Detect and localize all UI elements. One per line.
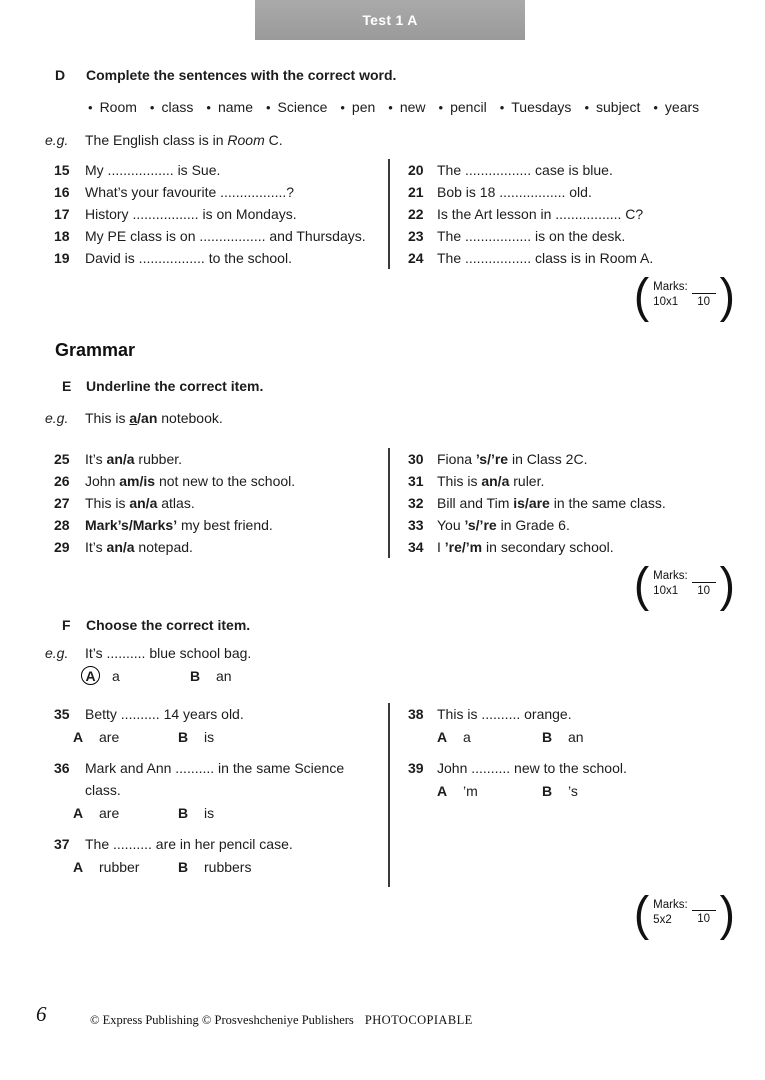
item-text (437, 225, 737, 247)
item-number: 23 (408, 228, 424, 244)
item-text (437, 703, 737, 725)
exercise-item (42, 514, 382, 536)
example-e-text (85, 410, 223, 426)
item-text (85, 247, 382, 269)
photocopiable-label: PHOTOCOPIABLE (364, 1013, 473, 1027)
example-e (45, 410, 765, 426)
example-f-label: e.g. (45, 644, 69, 661)
word-bank-item (266, 99, 327, 115)
example-d-label: e.g. (45, 132, 69, 148)
item-text (85, 536, 382, 558)
text-segment: notebook. (157, 409, 223, 426)
paren-right-icon: ) (719, 885, 735, 940)
exercise-item (42, 159, 382, 181)
item-text (437, 159, 737, 181)
marks-label: Marks: (653, 898, 688, 911)
text-segment: Is the Art lesson in ................. C? (437, 206, 644, 222)
item-text (85, 703, 382, 725)
text-segment: John (85, 472, 120, 489)
marks-total: 10 (697, 584, 711, 597)
item-number: 24 (408, 250, 424, 266)
options-row (73, 802, 382, 824)
example-d-text (85, 132, 283, 148)
text-segment: The English class is in (85, 132, 228, 148)
item-number: 31 (408, 472, 424, 489)
text-segment: ruler. (509, 472, 545, 489)
section-e-heading (62, 378, 765, 394)
example-f-options (85, 665, 765, 687)
text-segment: Bill and Tim (437, 494, 514, 511)
text-segment: What’s your favourite .................? (85, 184, 295, 200)
text-segment: Room (227, 132, 265, 148)
section-f-instruction: Choose the correct item. (86, 616, 251, 633)
copyright-text (90, 1013, 473, 1028)
exercise-item (408, 159, 737, 181)
text-segment: is/are (513, 494, 550, 511)
word-bank-item (500, 99, 572, 115)
answer-option (542, 780, 578, 802)
item-text (85, 159, 382, 181)
item-number: 33 (408, 516, 424, 533)
grammar-heading: Grammar (55, 339, 136, 360)
option-letter: B (190, 667, 201, 684)
answer-option (73, 856, 178, 878)
choice-exercise-item (42, 703, 382, 748)
option-text: is (204, 804, 215, 821)
paren-right-icon: ) (719, 556, 735, 612)
text-segment: an/a (129, 494, 158, 511)
marks-blank-line (692, 570, 716, 583)
option-text: rubber (99, 858, 140, 875)
answer-option (437, 780, 542, 802)
paren-left-icon: ( (633, 556, 650, 612)
text-segment: Mark’s/Marks’ (85, 516, 178, 533)
text-segment: in secondary school. (482, 538, 614, 555)
option-letter: B (178, 728, 189, 745)
bullet-icon: • (388, 100, 393, 115)
text-segment: in the same class. (549, 494, 666, 511)
section-d-items (42, 159, 737, 269)
item-text (437, 492, 737, 514)
bullet-icon: • (653, 100, 658, 115)
text-segment: a (129, 409, 138, 426)
item-number: 20 (408, 162, 424, 178)
item-text (437, 181, 737, 203)
example-f (45, 645, 765, 661)
marks-box-e (632, 556, 737, 612)
text-segment: atlas. (157, 494, 195, 511)
text-segment: David is ................. to the school. (85, 250, 292, 266)
word-bank-word: years (664, 99, 700, 115)
option-letter: B (542, 728, 553, 745)
text-segment: I (437, 538, 445, 555)
word-bank-word: new (399, 99, 426, 115)
options-row (73, 856, 382, 878)
example-e-label: e.g. (45, 409, 69, 426)
word-bank-word: Science (277, 99, 328, 115)
option-letter: A (73, 804, 84, 821)
bullet-icon: • (584, 100, 589, 115)
item-text (437, 514, 737, 536)
options-row (73, 726, 382, 748)
word-bank-word: Room (99, 99, 137, 115)
text-segment: This is (85, 409, 130, 426)
text-segment: rubber. (134, 450, 183, 467)
item-number: 37 (54, 835, 70, 852)
answer-option (178, 802, 214, 824)
text-segment: The ................. is on the desk. (437, 228, 626, 244)
word-bank-item (340, 99, 375, 115)
answer-option (190, 665, 232, 687)
option-text: are (99, 804, 120, 821)
exercise-item (408, 225, 737, 247)
bullet-icon: • (340, 100, 345, 115)
text-segment: C. (264, 132, 283, 148)
choice-exercise-item (42, 833, 382, 878)
section-f-heading (62, 617, 765, 633)
example-f-text (85, 645, 251, 661)
bullet-icon: • (88, 100, 93, 115)
item-number: 36 (54, 759, 70, 776)
choice-exercise-item (408, 757, 737, 802)
text-segment: History ................. is on Mondays. (85, 206, 297, 222)
choice-exercise-item (42, 757, 382, 824)
item-text (85, 225, 382, 247)
text-segment: This is (85, 494, 130, 511)
answer-option (85, 665, 190, 687)
exercise-item (408, 203, 737, 225)
text-segment: /an (137, 409, 158, 426)
option-text: an (568, 728, 584, 745)
exercise-item (42, 181, 382, 203)
word-bank-word: subject (596, 99, 641, 115)
paren-left-icon: ( (633, 885, 650, 940)
section-f-items (42, 703, 737, 887)
exercise-item (42, 247, 382, 269)
option-text: ’s (568, 782, 578, 799)
word-bank-word: pen (351, 99, 376, 115)
choice-exercise-item (408, 703, 737, 748)
option-letter-circled: A (81, 666, 100, 685)
text-segment: not new to the school. (155, 472, 296, 489)
exercise-item (42, 536, 382, 558)
item-number: 21 (408, 184, 424, 200)
item-number: 19 (54, 250, 70, 266)
item-number: 17 (54, 206, 70, 222)
option-text: a (112, 667, 120, 684)
item-text (437, 247, 737, 269)
item-number: 39 (408, 759, 424, 776)
answer-option (437, 726, 542, 748)
exercise-item (42, 470, 382, 492)
section-e-right-column (388, 448, 737, 558)
option-text: a (463, 728, 471, 745)
section-e-instruction: Underline the correct item. (86, 377, 264, 394)
text-segment: my best friend. (177, 516, 273, 533)
test-title: Test 1 A (362, 12, 418, 28)
item-text (437, 536, 737, 558)
option-text: an (216, 667, 232, 684)
text-segment: Fiona (437, 450, 476, 467)
exercise-item (408, 448, 737, 470)
marks-box-e-wrap (0, 556, 737, 612)
word-bank-word: Tuesdays (511, 99, 572, 115)
exercise-item (408, 247, 737, 269)
text-segment: This is (437, 472, 482, 489)
item-number: 16 (54, 184, 70, 200)
item-text (437, 203, 737, 225)
word-bank-word: pencil (450, 99, 487, 115)
example-d (45, 132, 765, 148)
text-segment: an/a (106, 450, 135, 467)
item-number: 22 (408, 206, 424, 222)
exercise-item (42, 448, 382, 470)
section-d-letter: D (55, 67, 66, 83)
section-e-items (42, 448, 737, 558)
exercise-item (408, 470, 737, 492)
section-f-right-column (388, 703, 737, 887)
text-segment: ’s/’re (475, 450, 509, 467)
section-f-left-column (42, 703, 388, 887)
marks-box-f-wrap (0, 885, 737, 940)
item-number: 32 (408, 494, 424, 511)
text-segment: ’s/’re (464, 516, 497, 533)
word-bank-word: name (217, 99, 253, 115)
exercise-item (408, 536, 737, 558)
section-d-instruction: Complete the sentences with the correct word. (86, 67, 397, 83)
exercise-item (408, 514, 737, 536)
paren-left-icon: ( (633, 267, 650, 323)
text-segment: The ................. case is blue. (437, 162, 613, 178)
exercise-item (42, 492, 382, 514)
word-bank-word: class (161, 99, 194, 115)
options-row (437, 726, 737, 748)
item-number: 35 (54, 705, 70, 722)
marks-label: Marks: (653, 570, 688, 583)
option-letter: A (437, 728, 448, 745)
text-segment: notepad. (134, 538, 193, 555)
item-text (85, 448, 382, 470)
option-letter: B (178, 804, 189, 821)
word-bank-item (88, 99, 137, 115)
item-text (437, 448, 737, 470)
item-text (85, 514, 382, 536)
bullet-icon: • (265, 100, 271, 115)
exercise-item (42, 225, 382, 247)
copyright: © Express Publishing © Prosveshcheniye Publishers (90, 1013, 354, 1027)
options-row (437, 780, 737, 802)
word-bank-item (653, 99, 699, 115)
marks-box-d-wrap (0, 267, 737, 323)
item-text (437, 470, 737, 492)
item-number: 25 (54, 450, 70, 467)
item-number: 34 (408, 538, 424, 555)
word-bank-item (439, 99, 487, 115)
marks-formula: 10x1 (653, 585, 679, 598)
text-segment: in Class 2C. (508, 450, 588, 467)
text-segment: an/a (106, 538, 135, 555)
item-number: 18 (54, 228, 70, 244)
marks-box-d (632, 267, 737, 323)
exercise-item (408, 181, 737, 203)
text-segment: My PE class is on ................. and Thursdays. (85, 228, 366, 244)
text-segment: It’s (85, 450, 107, 467)
text-segment: John .......... new to the school. (437, 759, 627, 776)
bullet-icon: • (438, 100, 444, 115)
item-text (85, 757, 382, 801)
text-segment: Betty .......... 14 years old. (85, 705, 244, 722)
section-d-left-column (42, 159, 388, 269)
text-segment: ’re/’m (444, 538, 483, 555)
marks-blank-line (692, 898, 716, 911)
item-number: 27 (54, 494, 70, 511)
item-text (85, 492, 382, 514)
marks-formula: 10x1 (653, 296, 679, 309)
item-text (85, 181, 382, 203)
item-text (437, 757, 737, 779)
section-d-right-column (388, 159, 737, 269)
bullet-icon: • (149, 100, 155, 115)
answer-option (73, 802, 178, 824)
option-text: is (204, 728, 215, 745)
word-bank (88, 99, 765, 115)
answer-option (73, 726, 178, 748)
marks-label: Marks: (653, 281, 688, 294)
option-letter: B (542, 782, 553, 799)
word-bank-item (206, 99, 253, 115)
exercise-item (42, 203, 382, 225)
item-text (85, 203, 382, 225)
option-letter: A (73, 728, 84, 745)
text-segment: It’s (85, 538, 107, 555)
text-segment: My ................. is Sue. (85, 162, 221, 178)
bullet-icon: • (499, 100, 505, 115)
text-segment: The .......... are in her pencil case. (85, 835, 293, 852)
answer-option (178, 856, 251, 878)
word-bank-item (150, 99, 193, 115)
marks-total: 10 (697, 913, 711, 926)
section-e-letter: E (62, 377, 72, 394)
text-segment: It’s .......... blue school bag. (85, 644, 252, 661)
page-number: 6 (36, 1002, 47, 1026)
section-f-letter: F (62, 616, 71, 633)
test-header-bar (255, 0, 525, 40)
option-text: are (99, 728, 120, 745)
item-number: 26 (54, 472, 70, 489)
text-segment: am/is (119, 472, 156, 489)
section-d-heading (55, 67, 765, 83)
item-text (85, 833, 382, 855)
item-number: 29 (54, 538, 70, 555)
marks-formula: 5x2 (653, 913, 672, 926)
exercise-item (408, 492, 737, 514)
section-e-left-column (42, 448, 388, 558)
marks-total: 10 (697, 295, 711, 308)
bullet-icon: • (206, 100, 211, 115)
text-segment: an/a (481, 472, 510, 489)
item-text (85, 470, 382, 492)
option-letter: B (178, 858, 189, 875)
text-segment: You (437, 516, 465, 533)
text-segment: The ................. class is in Room A. (437, 250, 654, 266)
item-number: 30 (408, 450, 424, 467)
text-segment: Mark and Ann .......... in the same Science class. (85, 759, 345, 798)
option-letter: A (73, 858, 84, 875)
word-bank-item (584, 99, 640, 115)
text-segment: in Grade 6. (496, 516, 570, 533)
answer-option (542, 726, 584, 748)
item-number: 28 (54, 516, 70, 533)
item-number: 38 (408, 705, 424, 722)
option-text: ’m (463, 782, 478, 799)
marks-blank-line (692, 281, 716, 294)
marks-box-f (632, 885, 737, 940)
option-letter: A (437, 782, 448, 799)
text-segment: Bob is 18 ................. old. (437, 184, 592, 200)
answer-option (178, 726, 214, 748)
paren-right-icon: ) (719, 267, 735, 323)
text-segment: This is .......... orange. (437, 705, 572, 722)
word-bank-item (388, 99, 425, 115)
option-text: rubbers (204, 858, 252, 875)
item-number: 15 (54, 162, 70, 178)
